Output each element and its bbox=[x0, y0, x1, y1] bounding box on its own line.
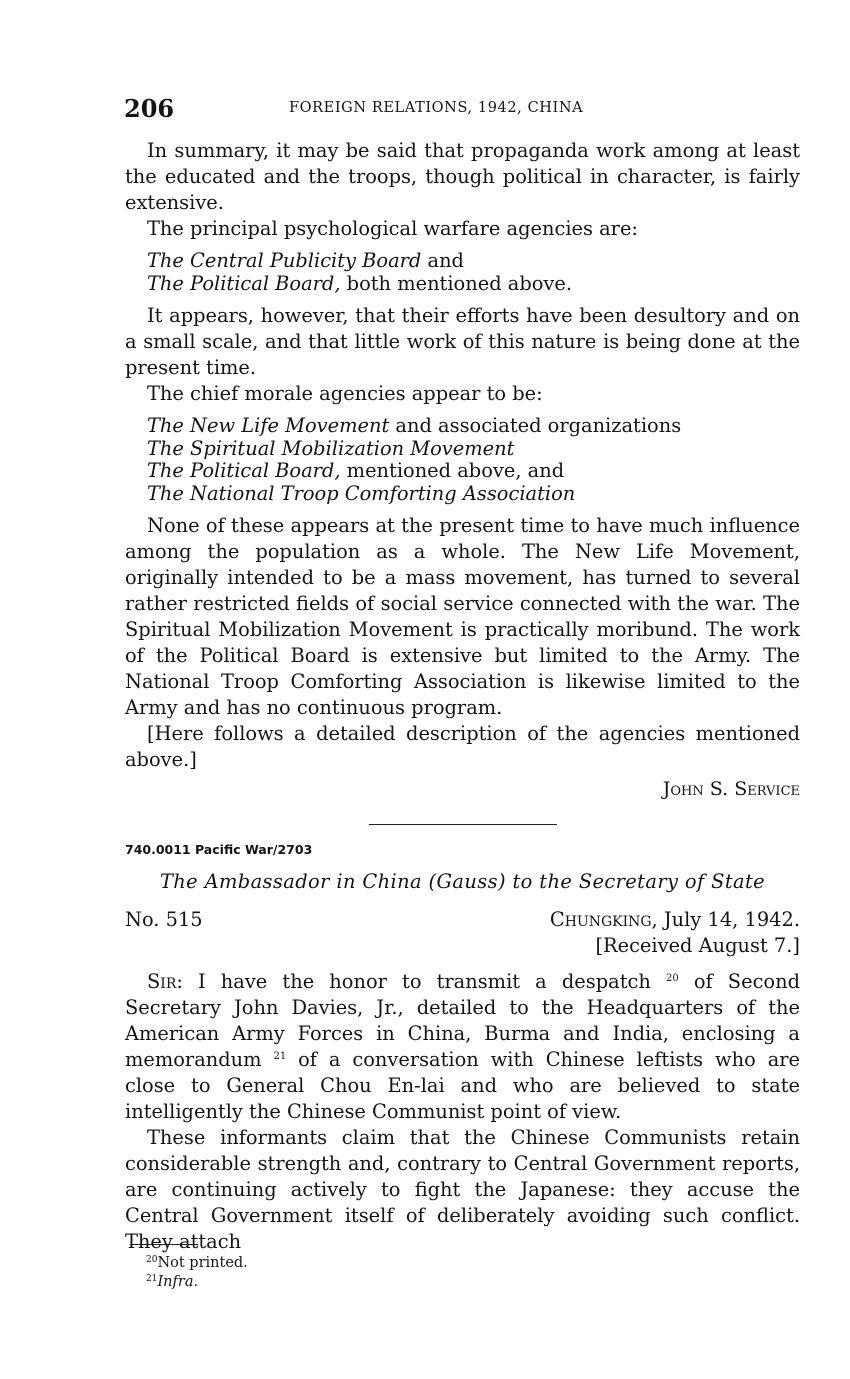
morale-agency-list bbox=[147, 415, 800, 505]
footnote-text: Not printed. bbox=[157, 1255, 248, 1271]
list-item: The Political Board, both mentioned above. bbox=[147, 271, 573, 295]
agency-name: The Political Board, bbox=[147, 271, 341, 295]
page-number: 206 bbox=[124, 94, 175, 123]
agency-name: The National Troop Comforting Association bbox=[147, 481, 576, 505]
footnote-text: Infra. bbox=[157, 1274, 199, 1290]
list-item bbox=[147, 483, 800, 506]
salutation: Sir bbox=[147, 970, 177, 993]
letter-paragraph-2: These informants claim that the Chinese Communists retain considerable strength and, contrary to Central Government reports, are continuing actively to fight the Japanese: they accuse the Central Government itself of deliberately avoiding such conflict. They attach bbox=[125, 1126, 800, 1253]
signature: John S. Service bbox=[662, 778, 800, 800]
paragraph-influence: None of these appears at the present time to have much influence among the population as a whole. The New Life Movement, originally intended to be a mass movement, has turned to several rather restricted fields of social service connected with the war. The Spiritual Mobilization Movement is practically moribund. The work of the Political Board is extensive but limited to the Army. The National Troop Comforting Association is likewise limited to the Army and has no continuous program. bbox=[125, 514, 800, 719]
paragraph-summary: In summary, it may be said that propaganda work among at least the educated and the troops, though political in character, is fairly extensive. bbox=[125, 139, 800, 214]
footnote bbox=[146, 1254, 248, 1272]
paragraph-morale-agencies: The chief morale agencies appear to be: bbox=[147, 382, 543, 405]
dateline bbox=[550, 907, 800, 933]
footnote-ref: 20 bbox=[665, 973, 679, 984]
running-title: FOREIGN RELATIONS, 1942, CHINA bbox=[289, 100, 584, 116]
footnote-ref: 21 bbox=[273, 1051, 287, 1062]
document-title: The Ambassador in China (Gauss) to the Secretary of State bbox=[159, 870, 766, 893]
warfare-agency-list bbox=[147, 250, 800, 295]
document-reference: 740.0011 Pacific War/2703 bbox=[125, 842, 313, 857]
list-item: The Central Publicity Board and bbox=[147, 249, 464, 272]
footnote-mark: 20 bbox=[146, 1255, 158, 1265]
dateline-date: July 14, 1942. bbox=[657, 908, 800, 931]
agency-name: The New Life Movement bbox=[147, 414, 390, 437]
agency-name: The Political Board, bbox=[147, 459, 341, 482]
footnote-divider bbox=[130, 1244, 198, 1245]
list-item bbox=[147, 438, 800, 461]
letter-paragraph-1: Sir: I have the honor to transmit a despatch $^{20}$ of Second Secretary John Davies, Jr., detailed to the Headquarters of the American Army Forces in China, Burma and India, enclosing a memorandum $^{21}$ of a conversation with Chinese leftists who are close to General Chou En-lai and who are believed to state intelligently the Chinese Communist point of view. bbox=[125, 970, 801, 1123]
page-header bbox=[124, 94, 804, 124]
paragraph-efforts: It appears, however, that their efforts have been desultory and on a small scale, and that little work of this nature is being done at the present time. bbox=[125, 304, 800, 379]
list-item: The New Life Movement and associated organizations bbox=[147, 414, 682, 437]
paragraph-warfare-agencies: The principal psychological warfare agencies are: bbox=[147, 217, 638, 240]
received-date: [Received August 7.] bbox=[595, 934, 800, 957]
dateline-place: Chungking, bbox=[549, 908, 658, 931]
agency-name: The Central Publicity Board bbox=[147, 249, 422, 272]
paragraph-editorial-note: [Here follows a detailed description of the agencies mentioned above.] bbox=[125, 722, 800, 771]
section-divider bbox=[369, 824, 557, 825]
footnote-mark: 21 bbox=[146, 1274, 158, 1284]
document-number-line bbox=[125, 907, 800, 933]
list-item: The Political Board, mentioned above, and bbox=[147, 459, 565, 482]
agency-name: The Spiritual Mobilization Movement bbox=[147, 436, 515, 460]
document-body bbox=[125, 138, 800, 1255]
footnote bbox=[146, 1273, 198, 1291]
document-number: No. 515 bbox=[125, 908, 203, 931]
